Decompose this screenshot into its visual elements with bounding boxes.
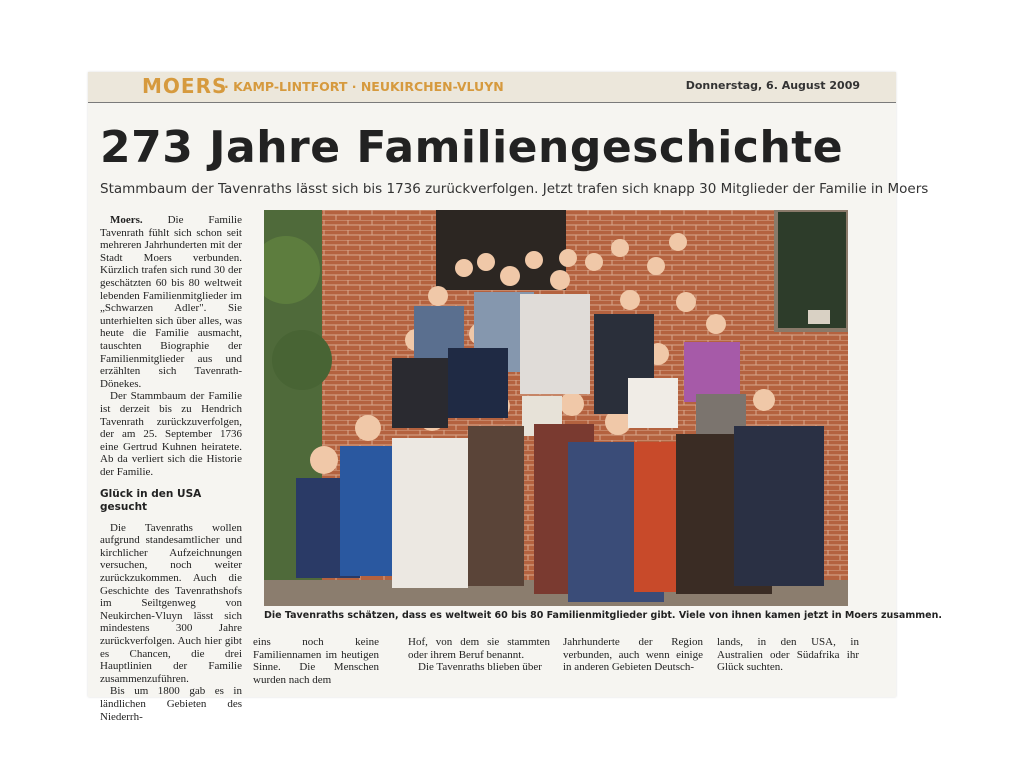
article-bottom-column-4: lands, in den USA, in Australien oder Südafrika ihr Glück suchten.	[717, 636, 859, 674]
article-dateline: Moers.	[110, 214, 143, 226]
newspaper-clipping	[88, 72, 942, 723]
article-subheadline: Stammbaum der Tavenraths lässt sich bis 1736 zurückverfolgen. Jetzt trafen sich knapp 30 Mitglieder der Familie in Moers	[100, 181, 929, 197]
masthead-city: MOERS	[142, 74, 228, 98]
photo-illustration	[264, 210, 848, 606]
photo-caption: Die Tavenraths schätzen, dass es weltweit 60 bis 80 Familienmitglieder gibt. Viele von ihnen kamen jetzt in Moers zusammen.	[264, 610, 942, 621]
article-paragraph-2: Der Stammbaum der Familie ist derzeit bis zu Hendrich Tavenrath zurückzuverfolgen, der am 25. September 1736 eine Gertrud Kuhnen heiratete. Ab da verliert sich die Historie der Familie.	[100, 390, 242, 478]
article-paragraph-3: Die Tavenraths wollen aufgrund standesamtlicher und kirchlicher Aufzeichnungen versuchen, noch weiter zurückzukommen. Auch die Geschichte des Tavenrathshofs im Seiltgenweg von Neukirchen-Vluyn lässt sich mindestens 300 Jahre zurückverfolgen. Auch hier gibt es Chancen, die drei Hauptlinien der Familie zusammenzuführen.	[100, 521, 242, 685]
family-group-photo	[264, 210, 848, 606]
article-bottom-column-2	[408, 636, 550, 674]
article-bottom-column-1: eins noch keine Familiennamen im heutigen Sinne. Die Menschen wurden nach dem	[253, 636, 379, 686]
article-body-column	[100, 214, 242, 723]
masthead-date: Donnerstag, 6. August 2009	[685, 79, 860, 92]
masthead-towns: · KAMP-LINTFORT · NEUKIRCHEN-VLUYN	[224, 79, 504, 94]
article-headline: 273 Jahre Familiengeschichte	[100, 122, 844, 173]
article-paragraph-4: Bis um 1800 gab es in ländlichen Gebieten des Niederrh-	[100, 685, 242, 723]
article-bottom-column-3: Jahrhunderte der Region verbunden, auch wenn einige in anderen Gebieten Deutsch-	[563, 636, 703, 674]
article-bottom-column-2-text-a: Hof, von dem sie stammten oder ihrem Beruf benannt.	[408, 636, 550, 661]
article-subheading: Glück in den USA gesucht	[100, 488, 202, 514]
article-paragraph-1: Die Familie Tavenrath fühlt sich schon seit mehreren Jahrhunderten mit der Stadt Moers verbunden. Kürzlich trafen sich rund 30 der geschätzten 60 bis 80 weltweit lebenden Familienmitglieder im „Schwarzen Adler". Sie unterhielten sich über alles, was heute die Familie ausmacht, tauschten Biographie der Familienmitglieder aus und erzählten sich Tavenrath-Dönekes.	[100, 214, 242, 390]
article-bottom-column-2-text-b: Die Tavenraths blieben über	[418, 661, 542, 674]
masthead	[88, 72, 896, 103]
